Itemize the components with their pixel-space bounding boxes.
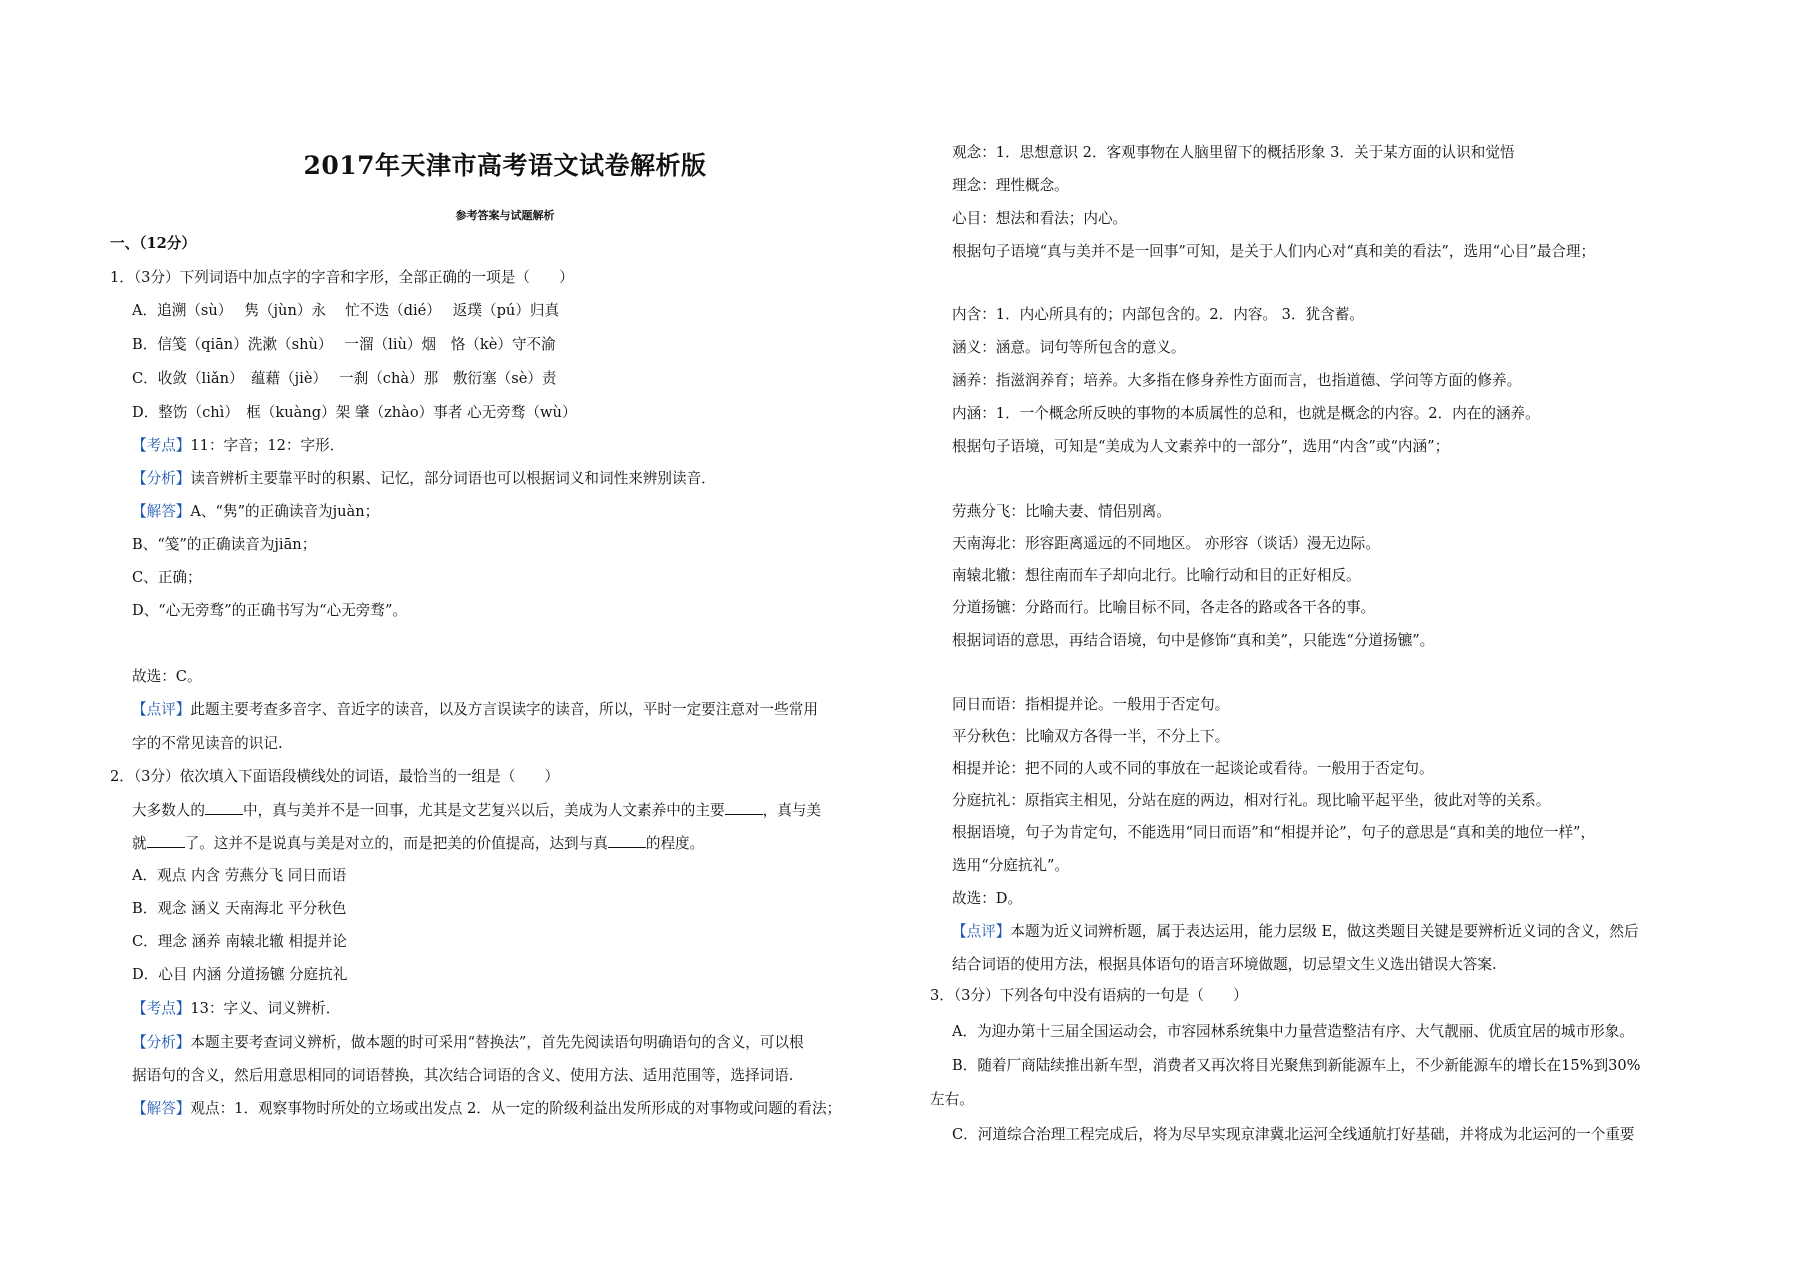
fenxi-tag: 【分析】 <box>132 1034 191 1051</box>
q2-text: 就 <box>132 835 147 852</box>
def-tiannanhaibei: 天南海北：形容距离遥远的不同地区。 亦形容（谈话）漫无边际。 <box>952 535 1380 552</box>
def-neihan-2: 内涵：1．一个概念所反映的事物的本质属性的总和，也就是概念的内容。2．内在的涵养。 <box>952 405 1540 422</box>
jieda-tag: 【解答】 <box>132 1100 191 1117</box>
fenxi-tag: 【分析】 <box>132 470 191 487</box>
kaodian-text: 11：字音；12：字形． <box>190 437 345 454</box>
q2-text: 中，真与美并不是一回事，尤其是文艺复兴以后，美成为人文素养中的主要 <box>242 802 725 819</box>
q1-kaodian <box>132 436 344 456</box>
q2-paragraph-line2 <box>132 833 704 854</box>
def-hanyang: 涵养：指滋润养育；培养。大多指在修身养性方面而言，也指道德、学问等方面的修养。 <box>952 372 1522 389</box>
dianping-tag: 【点评】 <box>132 701 191 718</box>
q3-option-b: B．随着厂商陆续推出新车型，消费者又再次将目光聚焦到新能源车上，不少新能源车的增长在15%到30% <box>952 1057 1641 1074</box>
def-fendaoyangbiao: 分道扬镳：分路而行。比喻目标不同，各走各的路或各干各的事。 <box>952 599 1376 616</box>
q3-option-b-cont: 左右。 <box>930 1091 974 1108</box>
fill-blank-3 <box>147 833 185 848</box>
jieda-text: 观点：1．观察事物时所处的立场或出发点 2．从一定的阶级利益出发所形成的对事物或问题的看法； <box>190 1100 842 1117</box>
q2-kaodian <box>132 999 340 1019</box>
kaodian-text: 13：字义、词义辨析． <box>190 1000 341 1017</box>
q2-dianping <box>952 922 1639 942</box>
q2-option-c: C．理念 涵养 南辕北辙 相提并论 <box>132 933 347 950</box>
q1-dianping-cont: 字的不常见读音的识记. <box>132 735 283 752</box>
dianping-text: 本题为近义词辨析题，属于表达运用，能力层级 E，做这类题目关键是要辨析近义词的含义，然后 <box>1010 923 1639 940</box>
q2-fenxi-cont: 据语句的含义，然后用意思相同的词语替换，其次结合词语的含义、使用方法、适用范围等，选择词语. <box>132 1067 794 1084</box>
q2-option-b: B．观念 涵义 天南海北 平分秋色 <box>132 900 347 917</box>
kaodian-tag: 【考点】 <box>132 437 191 454</box>
q1-stem: 1．（3分）下列词语中加点字的字音和字形，全部正确的一项是（ ） <box>110 269 574 286</box>
q2-dianping-cont: 结合词语的使用方法，根据具体语句的语言环境做题，切忌望文生义选出错误大答案. <box>952 956 1497 973</box>
def-xinmu: 心目：想法和看法；内心。 <box>952 210 1128 227</box>
q2-answer: 故选：D。 <box>952 890 1023 907</box>
def-fentingkangli: 分庭抗礼：原指宾主相见，分站在庭的两边，相对行礼。现比喻平起平坐，彼此对等的关系。 <box>952 792 1551 809</box>
dianping-text: 此题主要考查多音字、音近字的读音，以及方言误读字的读音，所以，平时一定要注意对一些常用 <box>190 701 818 718</box>
q1-answer: 故选：C。 <box>132 668 202 685</box>
q2-text: 了。这并不是说真与美是对立的，而是把美的价值提高，达到与真 <box>184 835 608 852</box>
section-heading: 一、（12分） <box>110 235 196 252</box>
reasoning-2: 根据句子语境，可知是“美成为人文素养中的一部分”，选用“内含”或“内涵”； <box>952 438 1450 455</box>
q2-text: 的程度。 <box>645 835 705 852</box>
q2-text: 大多数人的 <box>132 802 205 819</box>
def-hanyi: 涵义：涵意。词句等所包含的意义。 <box>952 339 1186 356</box>
page-subtitle: 参考答案与试题解析 <box>455 209 555 222</box>
q3-option-a: A．为迎办第十三届全国运动会，市容园林系统集中力量营造整洁有序、大气靓丽、优质宜居的城市形象。 <box>952 1023 1634 1040</box>
def-nanyuanbeizhe: 南辕北辙：想往南而车子却向北行。比喻行动和目的正好相反。 <box>952 567 1361 584</box>
kaodian-tag: 【考点】 <box>132 1000 191 1017</box>
q3-option-c: C．河道综合治理工程完成后，将为尽早实现京津冀北运河全线通航打好基础，并将成为北运河的一个重要 <box>952 1126 1635 1143</box>
q1-jieda <box>132 502 379 522</box>
reasoning-4: 根据语境，句子为肯定句，不能选用“同日而语”和“相提并论”，句子的意思是“真和美的地位一样”， <box>952 824 1596 841</box>
fenxi-text: 本题主要考查词义辨析，做本题的时可采用“替换法”，首先先阅读语句明确语句的含义，可以根 <box>190 1034 804 1051</box>
q2-stem: 2．（3分）依次填入下面语段横线处的词语，最恰当的一组是（ ） <box>110 768 560 785</box>
def-pingfenqiuse: 平分秋色：比喻双方各得一半，不分上下。 <box>952 728 1230 745</box>
reasoning-4-cont: 选用“分庭抗礼”。 <box>952 857 1070 874</box>
def-tongriery: 同日而语：指相提并论。一般用于否定句。 <box>952 696 1230 713</box>
jieda-tag: 【解答】 <box>132 503 191 520</box>
q1-option-a: A．追溯（sù） 隽（jùn）永 忙不迭（dié） 返璞（pú）归真 <box>132 302 560 319</box>
fill-blank-2 <box>725 800 763 815</box>
q2-option-a: A．观点 内含 劳燕分飞 同日而语 <box>132 867 347 884</box>
dianping-tag: 【点评】 <box>952 923 1011 940</box>
q1-b-line: B、“笺”的正确读音为jiān； <box>132 536 317 553</box>
def-xiangtibinglun: 相提并论：把不同的人或不同的事放在一起谈论或看待。一般用于否定句。 <box>952 760 1434 777</box>
reasoning-1: 根据句子语境“真与美并不是一回事”可知，是关于人们内心对“真和美的看法”，选用“心目”最合理； <box>952 243 1596 260</box>
q1-c-line: C、正确； <box>132 569 202 586</box>
q1-option-c: C．收敛（liǎn） 蕴藉（jiè） 一刹（chà）那 敷衍塞（sè）责 <box>132 370 557 387</box>
q2-text: ，真与美 <box>762 802 821 819</box>
q1-option-b: B．信笺（qiān）洗漱（shù） 一溜（liù）烟 恪（kè）守不渝 <box>132 336 556 353</box>
q1-dianping <box>132 700 818 720</box>
fill-blank-4 <box>608 833 646 848</box>
q3-stem: 3．（3分）下列各句中没有语病的一句是（ ） <box>930 987 1248 1004</box>
page-title: 2017年天津市高考语文试卷解析版 <box>303 151 707 180</box>
q2-option-d: D．心目 内涵 分道扬镳 分庭抗礼 <box>132 966 348 983</box>
q2-fenxi <box>132 1033 804 1053</box>
def-laoyanfenfei: 劳燕分飞：比喻夫妻、情侣别离。 <box>952 503 1171 520</box>
q1-option-d: D．整饬（chì） 框（kuàng）架 肇（zhào）事者 心无旁骛（wù） <box>132 404 577 421</box>
q2-paragraph-line1 <box>132 800 821 821</box>
fenxi-text: 读音辨析主要靠平时的积累、记忆，部分词语也可以根据词义和词性来辨别读音． <box>190 470 716 487</box>
jieda-text: A、“隽”的正确读音为juàn； <box>190 503 380 520</box>
q2-jieda <box>132 1099 841 1119</box>
def-neihan-1: 内含：1．内心所具有的；内部包含的。2．内容。 3．犹含蓄。 <box>952 306 1364 323</box>
q1-d-line: D、“心无旁骛”的正确书写为“心无旁骛”。 <box>132 602 408 619</box>
def-guannian: 观念：1．思想意识 2．客观事物在人脑里留下的概括形象 3．关于某方面的认识和觉悟 <box>952 144 1515 161</box>
fill-blank-1 <box>205 800 243 815</box>
def-linian: 理念：理性概念。 <box>952 177 1069 194</box>
reasoning-3: 根据词语的意思，再结合语境，句中是修饰“真和美”，只能选“分道扬镳”。 <box>952 632 1435 649</box>
q1-fenxi <box>132 469 716 489</box>
